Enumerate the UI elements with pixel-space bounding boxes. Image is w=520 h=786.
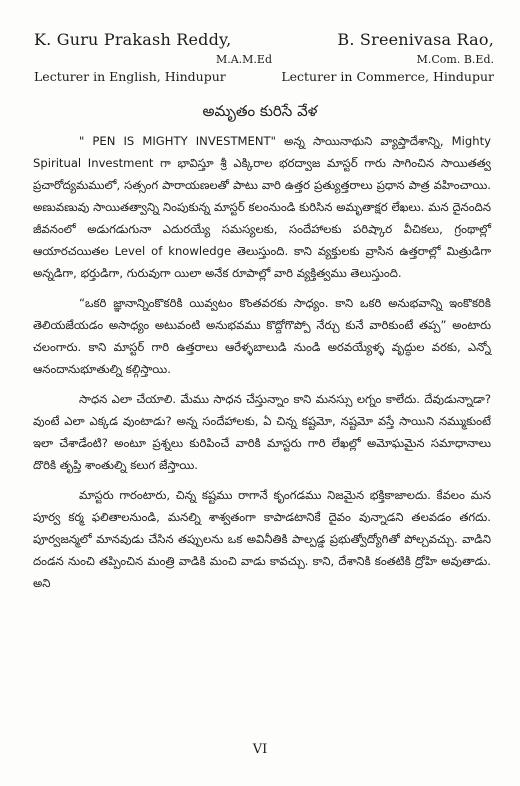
paragraph: “ఒకరి జ్ఞానాన్నింకొకరికి యివ్వటం కొంతవరకు సాధ్యం. కాని ఒకరి అనుభవాన్ని ఇంకొకరికి తెలియజేయడం అసాధ్యం అటువంటి అనుభవము కొద్దోగొప్పో నేర్చు కునే వారికుంటే తప్ప” అంటారు చలంగారు. కాని మాస్టర్ గారి ఉత్తరాలు ఆరేళ్ళబాలుడి నుండి అరవయ్యేళ్ళ వృద్ధుల వరకు, ఎన్నో ఆనందానుభూతుల్ని కల్గిస్తాయి. [33, 296, 491, 376]
body-text [33, 130, 491, 602]
paragraph: మాస్టరు గారంటారు, చిన్న కష్టము రాగానే కృంగడము నిజమైన భక్తికాజాలదు. కేవలం మన పూర్వ కర్మ ఫలితాలనుండి, మనల్ని శాశ్వతంగా కాపాడటానికే దైవం వున్నాడని తలవడం తగదు. పూర్వజన్మలో మానవుడు చేసిన తప్పులను ఒక అవినీతికి పాల్పడ్డ ప్రభుత్వోద్యోగితో పోల్చవచ్చు. వాడిని దండన నుంచి తప్పించిన మంత్రి వాడికి మంచి వాడు కావచ్చు. కాని, దేశానికి కంతటికి ద్రోహి అవుతాడు. అని [33, 488, 491, 590]
author-right-role: Lecturer in Commerce, Hindupur [281, 69, 494, 84]
author-left-role: Lecturer in English, Hindupur [34, 69, 226, 84]
author-left-degree: M.A.M.Ed [215, 53, 272, 66]
paragraph: " PEN IS MIGHTY INVESTMENT" అన్న సాయినాథుని వ్యాప్తాదేశాన్ని, Mighty Spiritual Investment గా భావిస్తూ శ్రీ ఎక్కిరాల భరద్వాజ మాస్టర్ గారు సాగించిన సాయితత్వ ప్రచారోద్యమములో, సత్సంగ పారాయణలతో పాటు వారి ఉత్తర ప్రత్యుత్తరాలు ప్రధాన పాత్ర వహించాయి. అణువణువు సాయితత్వాన్ని నింపుకున్న మాస్టర్ కలంనుండి కురిసిన అమృతాక్షర లేఖలు. మన దైనందిన జీవనంలో అడుగడుగునా ఎదురయ్యే సమస్యలకు, సందేహాలకు పరిష్కార వీచికలు, గ్రంథాల్లో ఆయారచయితల Level of knowledge తెలుస్తుంది. కాని వ్యక్తులకు వ్రాసిన ఉత్తరాల్లో మిత్రుడిగా అన్నడిగా, భర్తుడిగా, గురువుగా యిలా అనేక రూపాల్లో వారి వ్యక్తిత్వము తెలుస్తుంది. [33, 134, 491, 280]
page-number: VI [252, 742, 268, 757]
author-right [254, 30, 494, 84]
author-right-name: B. Sreenivasa Rao, [337, 30, 494, 49]
paragraph: సాధన ఎలా చేయాలి. మేము సాధన చేస్తున్నాం కాని మనస్సు లగ్నం కాలేదు. దేవుడున్నాడా? వుంటే ఎలా ఎక్కడ వుంటాడు? అన్న సందేహాలకు, ఏ చిన్న కష్టమో, నష్టమో వస్తే సాయిని నమ్ముకుంటే ఇలా చేశాడేంటి? అంటూ ప్రశ్నలు కురిపించే వారికి మాస్టరు గారి లేఖల్లో అమోఘమైన సమాధానాలు దొరికి తృప్తి శాంతుల్ని కలుగ జేస్తాయి. [33, 392, 491, 472]
author-right-degree: M.Com. B.Ed. [416, 53, 494, 66]
author-left-name: K. Guru Prakash Reddy, [34, 30, 232, 49]
page-title: అమృతం కురిసే వేళ [202, 102, 318, 120]
author-left [34, 30, 274, 84]
